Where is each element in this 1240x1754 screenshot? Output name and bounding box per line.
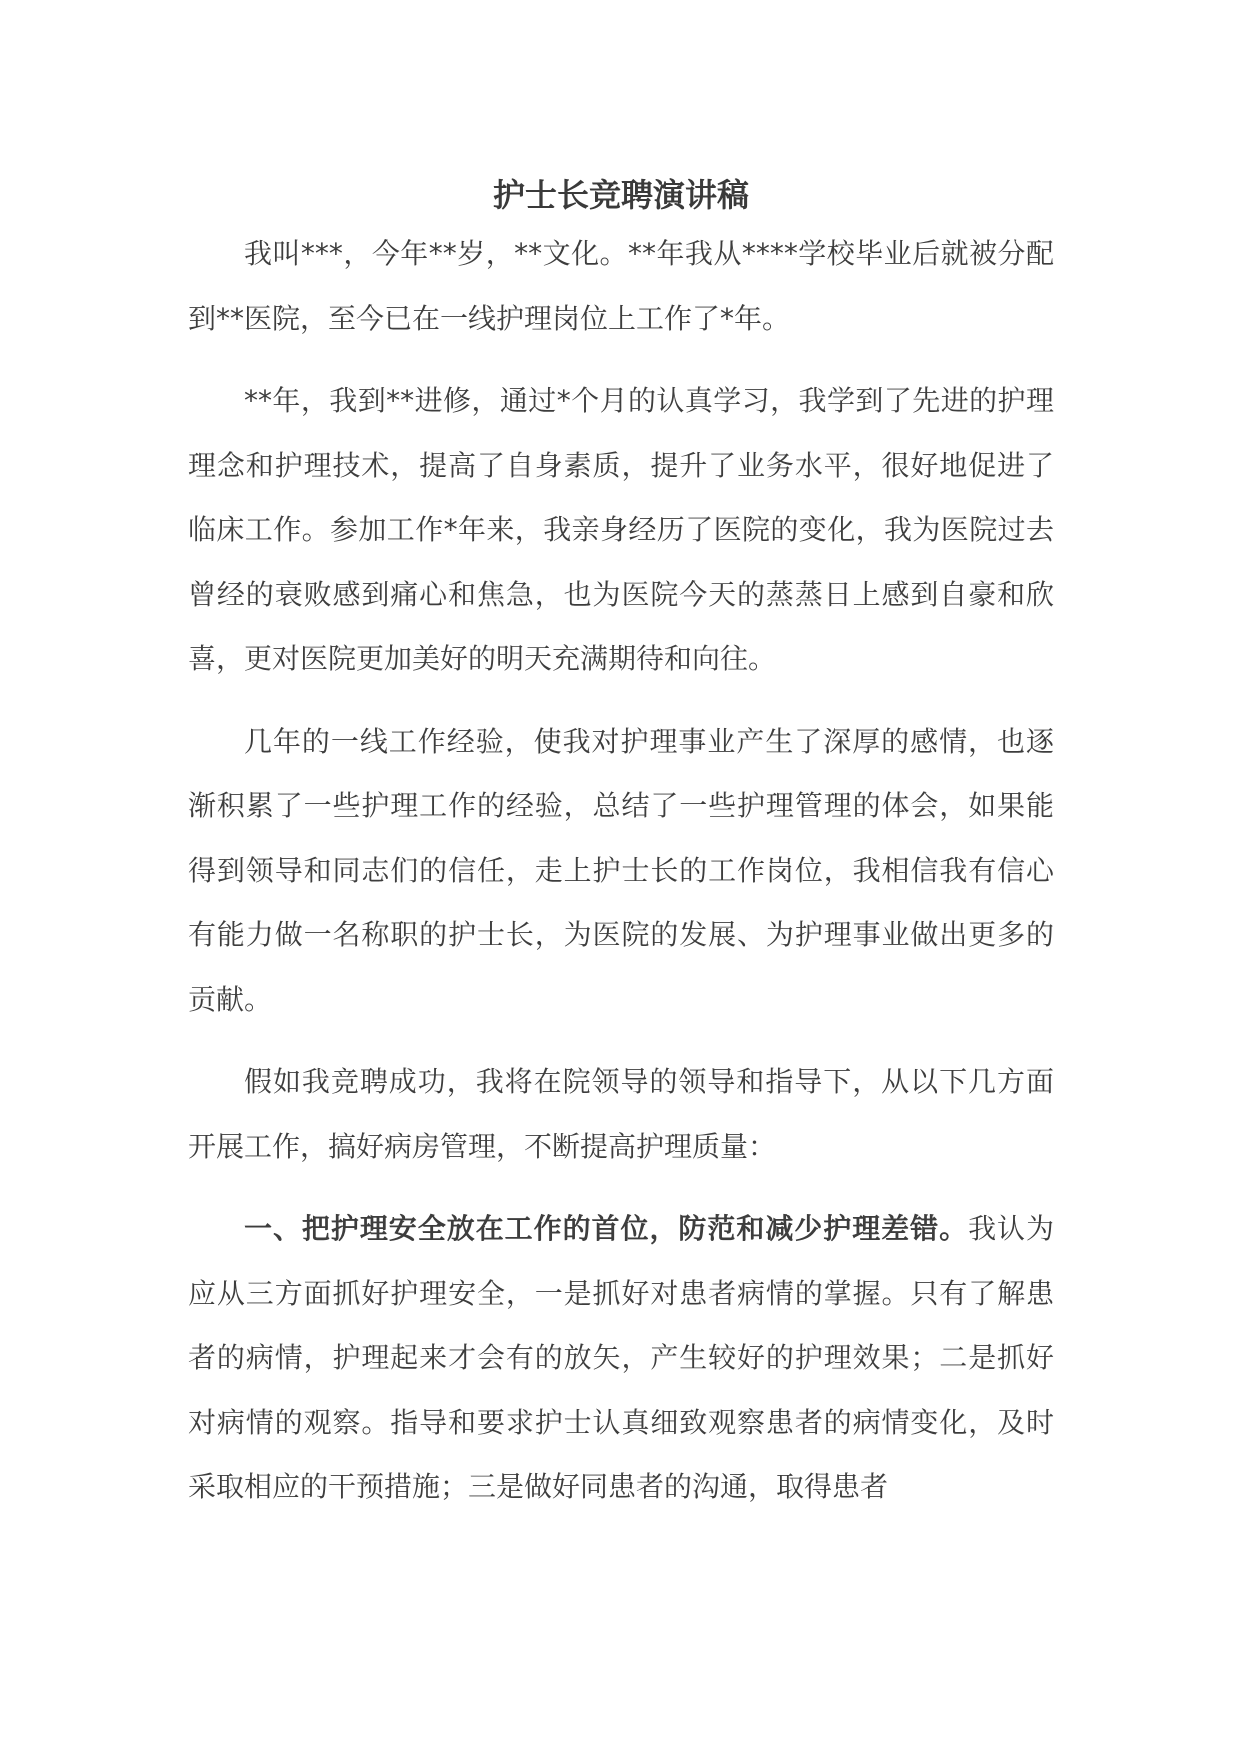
paragraph-safety-section — [188, 1197, 1054, 1520]
paragraph-text: 假如我竞聘成功，我将在院领导的领导和指导下，从以下几方面开展工作，搞好病房管理，不断提高护理质量： — [188, 1065, 1054, 1163]
paragraph-text: 我叫***，今年**岁，**文化。**年我从****学校毕业后就被分配到**医院，至今已在一线护理岗位上工作了*年。 — [188, 237, 1054, 335]
paragraph-text: 几年的一线工作经验，使我对护理事业产生了深厚的感情，也逐渐积累了一些护理工作的经验，总结了一些护理管理的体会，如果能得到领导和同志们的信任，走上护士长的工作岗位，我相信我有信心有能力做一名称职的护士长，为医院的发展、为护理事业做出更多的贡献。 — [188, 724, 1054, 1016]
paragraph-introduction — [188, 222, 1054, 351]
document-body — [188, 170, 1054, 1538]
section-heading: 一、把护理安全放在工作的首位，防范和减少护理差错。 — [244, 1212, 969, 1245]
paragraph-work-experience — [188, 710, 1054, 1033]
document-title: 护士长竞聘演讲稿 — [492, 176, 749, 214]
paragraph-text: **年，我到**进修，通过*个月的认真学习，我学到了先进的护理理念和护理技术，提高了自身素质，提升了业务水平，很好地促进了临床工作。参加工作*年来，我亲身经历了医院的变化，我为医院过去曾经的衰败感到痛心和焦急，也为医院今天的蒸蒸日上感到自豪和欣喜，更对医院更加美好的明天充满期待和向往。 — [188, 384, 1054, 675]
paragraph-training-experience — [188, 369, 1054, 692]
paragraph-text: 我认为应从三方面抓好护理安全，一是抓好对患者病情的掌握。只有了解患者的病情，护理起来才会有的放矢，产生较好的护理效果；二是抓好对病情的观察。指导和要求护士认真细致观察患者的病情变化，及时采取相应的干预措施；三是做好同患者的沟通，取得患者 — [188, 1212, 1054, 1503]
paragraph-work-plan — [188, 1050, 1054, 1179]
